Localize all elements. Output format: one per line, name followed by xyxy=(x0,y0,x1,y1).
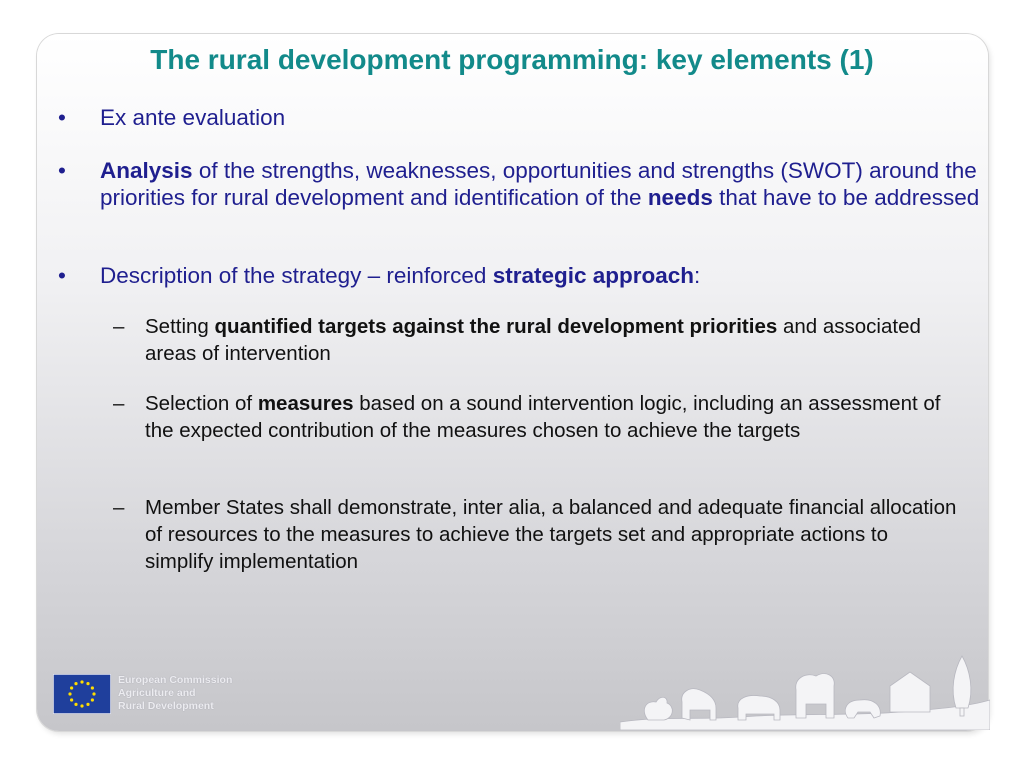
eu-star-icon xyxy=(92,692,95,695)
eu-flag-icon xyxy=(53,674,111,714)
eu-star-icon xyxy=(70,686,73,689)
bullet-text: Description of the strategy – reinforced strategic approach: xyxy=(100,263,701,288)
sub-bullet-text: Setting quantified targets against the rural development priorities and associated areas of intervention xyxy=(145,315,921,365)
bullet-text: Ex ante evaluation xyxy=(100,105,286,130)
eu-star-icon xyxy=(86,703,89,706)
sub-bullet-marker: – xyxy=(113,496,125,519)
bullet-text: Analysis of the strengths, weaknesses, opportunities and strengths (SWOT) around the priorities for rural development and identification of the needs that have to be addressed xyxy=(100,158,980,210)
bullet-marker: • xyxy=(58,158,66,183)
footer-org-line: Rural Development xyxy=(118,700,214,712)
eu-star-icon xyxy=(86,682,89,685)
bullet-marker: • xyxy=(58,105,66,130)
eu-star-icon xyxy=(70,698,73,701)
slide-frame xyxy=(37,34,988,731)
footer-organization xyxy=(118,674,232,713)
eu-star-icon xyxy=(91,686,94,689)
sub-bullet-text: Member States shall demonstrate, inter alia, a balanced and adequate financial allocation of resources to the measures to achieve the targets set and appropriate actions to simplify implementation xyxy=(145,496,957,573)
footer-org-line: Agriculture and xyxy=(118,687,196,699)
eu-star-icon xyxy=(74,682,77,685)
eu-star-icon xyxy=(80,704,83,707)
slide-title: The rural development programming: key elements (1) xyxy=(150,44,874,75)
eu-star-icon xyxy=(80,680,83,683)
eu-star-icon xyxy=(74,703,77,706)
eu-star-icon xyxy=(91,698,94,701)
footer-org-line: European Commission xyxy=(118,674,233,686)
sub-bullet-marker: – xyxy=(113,315,125,338)
farm-animals-icon xyxy=(620,650,990,730)
sub-bullet-marker: – xyxy=(113,392,125,415)
eu-star-icon xyxy=(68,692,71,695)
sub-bullet-text: Selection of measures based on a sound intervention logic, including an assessment of the expected contribution of the measures chosen to achieve the targets xyxy=(145,392,941,442)
bullet-marker: • xyxy=(58,263,66,288)
